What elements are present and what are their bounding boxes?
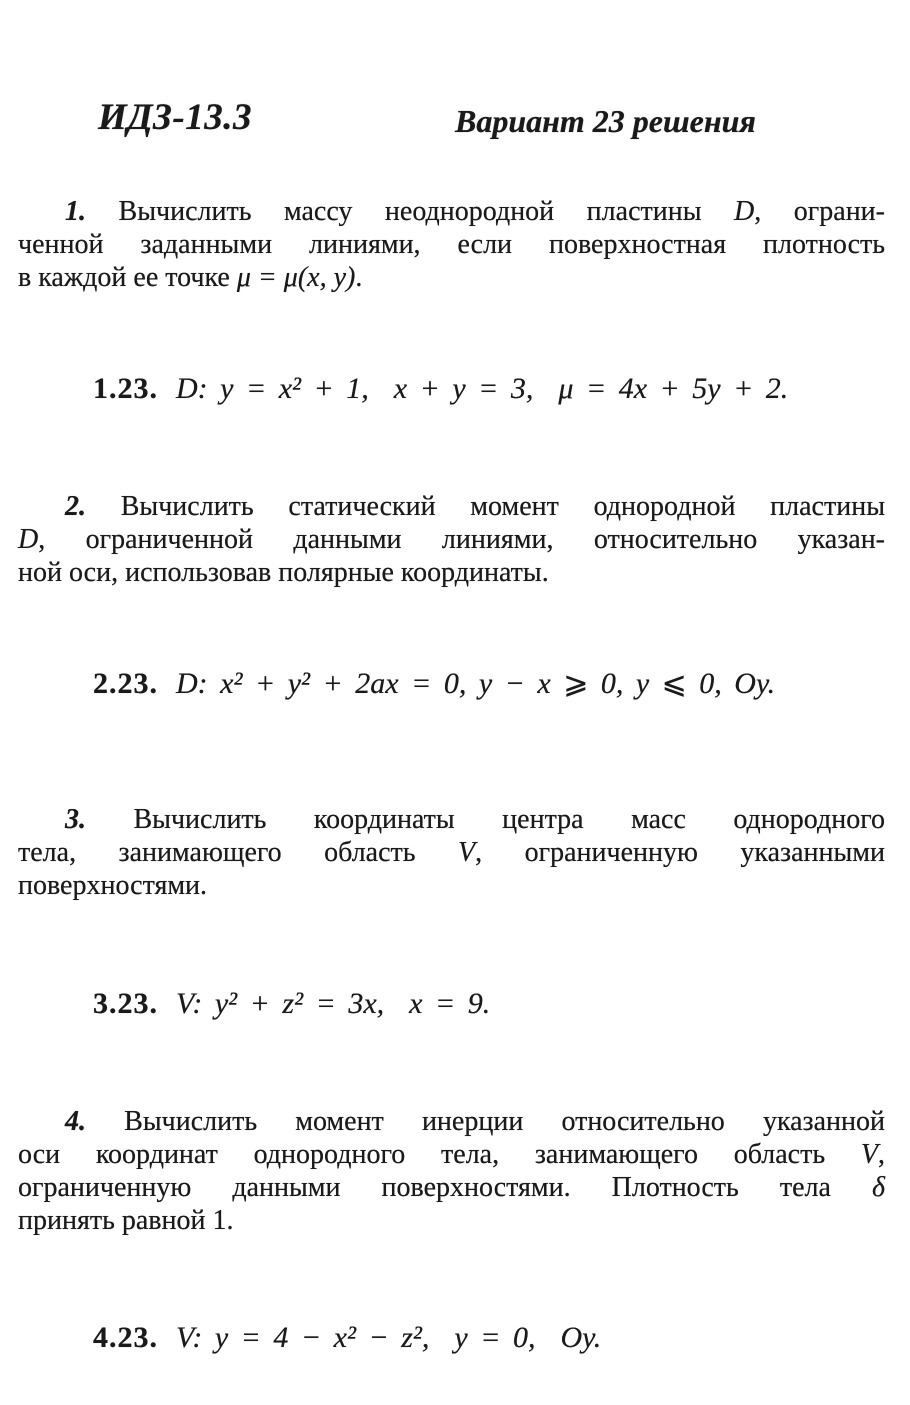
text-segment: принять равной 1. [18,1205,234,1236]
problem-4 [0,1105,910,1405]
statement-line [18,523,885,556]
problem-3-task [48,936,885,1071]
document-header [0,0,910,148]
task-number: 2.23. [93,667,158,700]
text-segment: V [860,1139,878,1170]
problem-4-task [48,1270,885,1405]
text-segment: ченной заданными линиями, если поверхностная плотность [18,229,885,260]
text-segment: 1. [65,196,86,227]
text-segment: , ограни- [754,196,885,227]
text-segment: Вычислить статический момент однородной пластины [86,491,885,522]
statement-line [18,869,885,902]
problem-1 [0,195,910,456]
statement-line [18,228,885,261]
problem-3-statement [18,803,885,902]
text-segment: , ограниченную указанными [475,837,886,868]
statement-line [18,803,885,836]
problem-4-statement [18,1105,885,1237]
statement-line [18,836,885,869]
text-segment: поверхностями. [18,870,208,901]
text-segment: μ = μ(x, y) [236,262,356,293]
text-segment: Вычислить массу неоднородной пластины [86,196,735,227]
statement-line [18,1138,885,1171]
text-segment: , ограниченной данными линиями, относительно указан- [38,524,885,555]
task-formula: V: y² + z² = 3x, x = 9. [176,987,491,1020]
assignment-code: ИДЗ-13.3 [98,97,252,138]
text-segment: 3. [65,804,86,835]
problem-3 [0,803,910,1071]
statement-line [18,1171,885,1204]
problem-2 [0,490,910,751]
problem-1-task [48,321,885,456]
problem-2-task [48,616,885,751]
text-segment: Вычислить момент инерции относительно указанной [86,1106,885,1137]
text-segment: 4. [65,1106,86,1137]
statement-line [18,1105,885,1138]
text-segment: оси координат однородного тела, занимающего область [18,1139,861,1170]
text-segment: δ [871,1172,885,1203]
text-segment: D [18,524,39,555]
task-formula: V: y = 4 − x² − z², y = 0, Oy. [176,1321,602,1354]
task-formula: D: x² + y² + 2ax = 0, y − x ⩾ 0, y ⩽ 0, Oy. [176,667,776,700]
statement-line [18,556,885,589]
text-segment: тела, занимающего область [18,837,459,868]
statement-line [18,261,885,294]
text-segment: ограниченную данными поверхностями. Плотность тела [18,1172,872,1203]
statement-line [18,195,885,228]
text-segment: V [458,837,476,868]
text-segment: D [734,196,755,227]
statement-line [18,1204,885,1237]
problem-2-statement [18,490,885,589]
task-number: 4.23. [93,1321,158,1354]
text-segment: в каждой ее точке [18,262,237,293]
text-segment: ной оси, использовав полярные координаты. [18,557,549,588]
text-segment: . [355,262,363,293]
task-number: 3.23. [93,987,158,1020]
statement-line [18,490,885,523]
task-formula: D: y = x² + 1, x + y = 3, μ = 4x + 5y + 2. [176,372,789,405]
problem-1-statement [18,195,885,294]
task-number: 1.23. [93,372,158,405]
variant-title: Вариант 23 решения [455,103,756,139]
text-segment: , [878,1139,885,1170]
text-segment: Вычислить координаты центра масс однородного [86,804,885,835]
text-segment: 2. [65,491,86,522]
